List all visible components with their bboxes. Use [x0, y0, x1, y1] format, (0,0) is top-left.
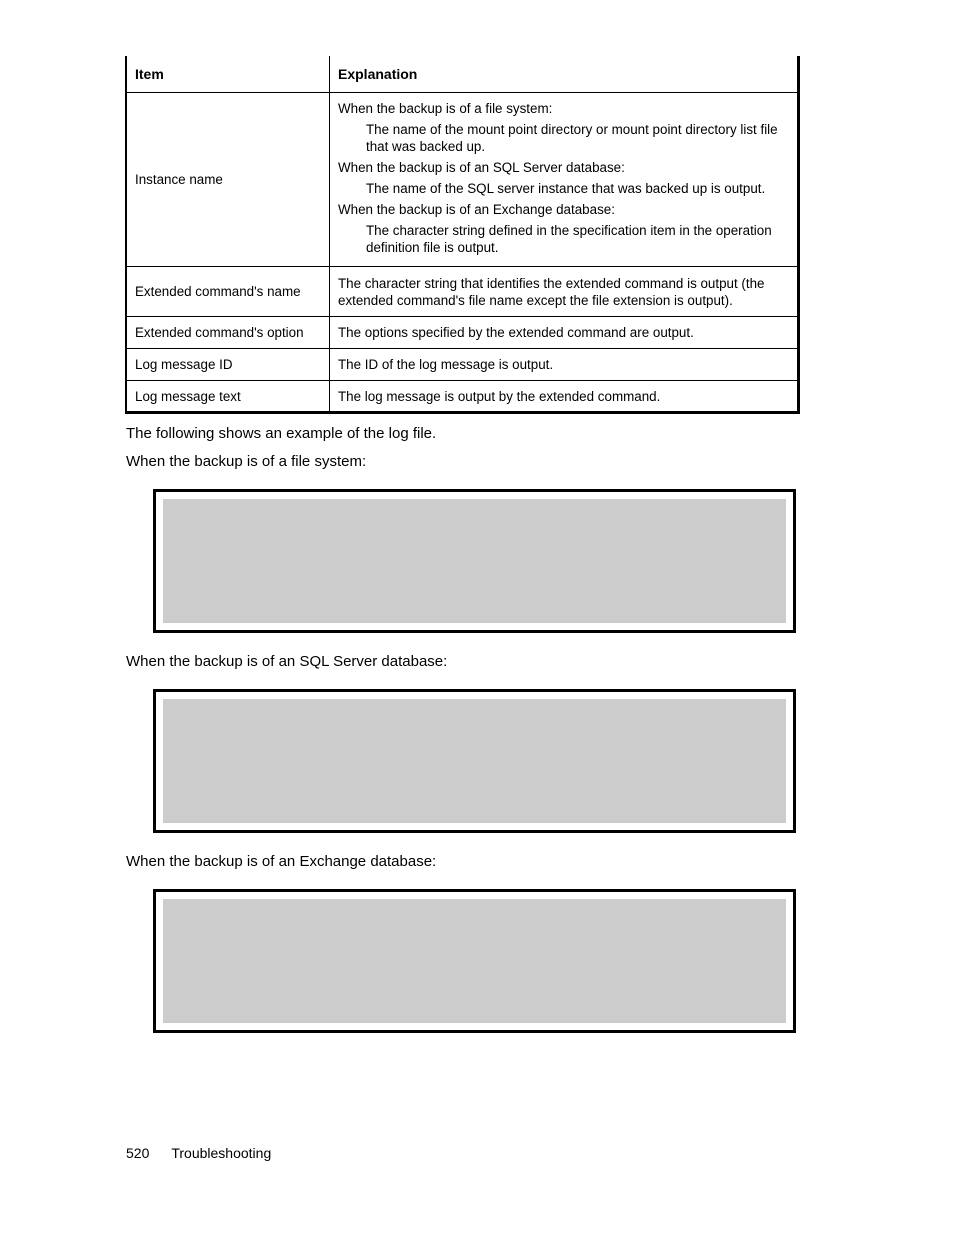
explanation-line: When the backup is of an SQL Server database:	[338, 160, 625, 175]
explanation-line: When the backup is of an Exchange database:	[338, 202, 615, 217]
table-row	[126, 349, 799, 381]
code-block-background	[163, 899, 786, 1023]
explanation-line: The name of the SQL server instance that was backed up is output.	[366, 181, 766, 196]
file-system-log-example	[153, 489, 796, 633]
explanation-line: The name of the mount point directory or mount point directory list file that was backed up.	[366, 122, 778, 154]
page-footer	[126, 1145, 271, 1161]
exchange-heading: When the backup is of an Exchange database:	[126, 853, 437, 870]
row-explanation-instance-name	[330, 93, 799, 267]
explanation-line: When the backup is of a file system:	[338, 101, 553, 116]
row-item-instance-name: Instance name	[126, 93, 330, 267]
row-explanation: The ID of the log message is output.	[330, 349, 799, 381]
sql-server-heading: When the backup is of an SQL Server database:	[126, 653, 448, 670]
row-item: Extended command's option	[126, 317, 330, 349]
code-block-background	[163, 699, 786, 823]
row-explanation: The log message is output by the extended command.	[330, 381, 799, 413]
header-explanation: Explanation	[330, 56, 799, 93]
row-item: Extended command's name	[126, 267, 330, 317]
intro-text: The following shows an example of the log file.	[126, 425, 437, 442]
table-row	[126, 93, 799, 267]
explanation-line: The character string defined in the specification item in the operation definition file is output.	[366, 223, 772, 255]
code-block-background	[163, 499, 786, 623]
exchange-log-example	[153, 889, 796, 1033]
sql-server-log-example	[153, 689, 796, 833]
page-number: 520	[126, 1145, 150, 1161]
table-row	[126, 317, 799, 349]
table-row	[126, 267, 799, 317]
section-name: Troubleshooting	[171, 1145, 272, 1161]
header-item: Item	[126, 56, 330, 93]
table-row	[126, 381, 799, 413]
row-item: Log message ID	[126, 349, 330, 381]
log-file-items-table	[125, 56, 800, 414]
file-system-heading: When the backup is of a file system:	[126, 453, 367, 470]
table-header-row	[126, 56, 799, 93]
row-item: Log message text	[126, 381, 330, 413]
row-explanation: The options specified by the extended command are output.	[330, 317, 799, 349]
row-explanation: The character string that identifies the extended command is output (the extended command's file name except the file extension is output).	[330, 267, 799, 317]
